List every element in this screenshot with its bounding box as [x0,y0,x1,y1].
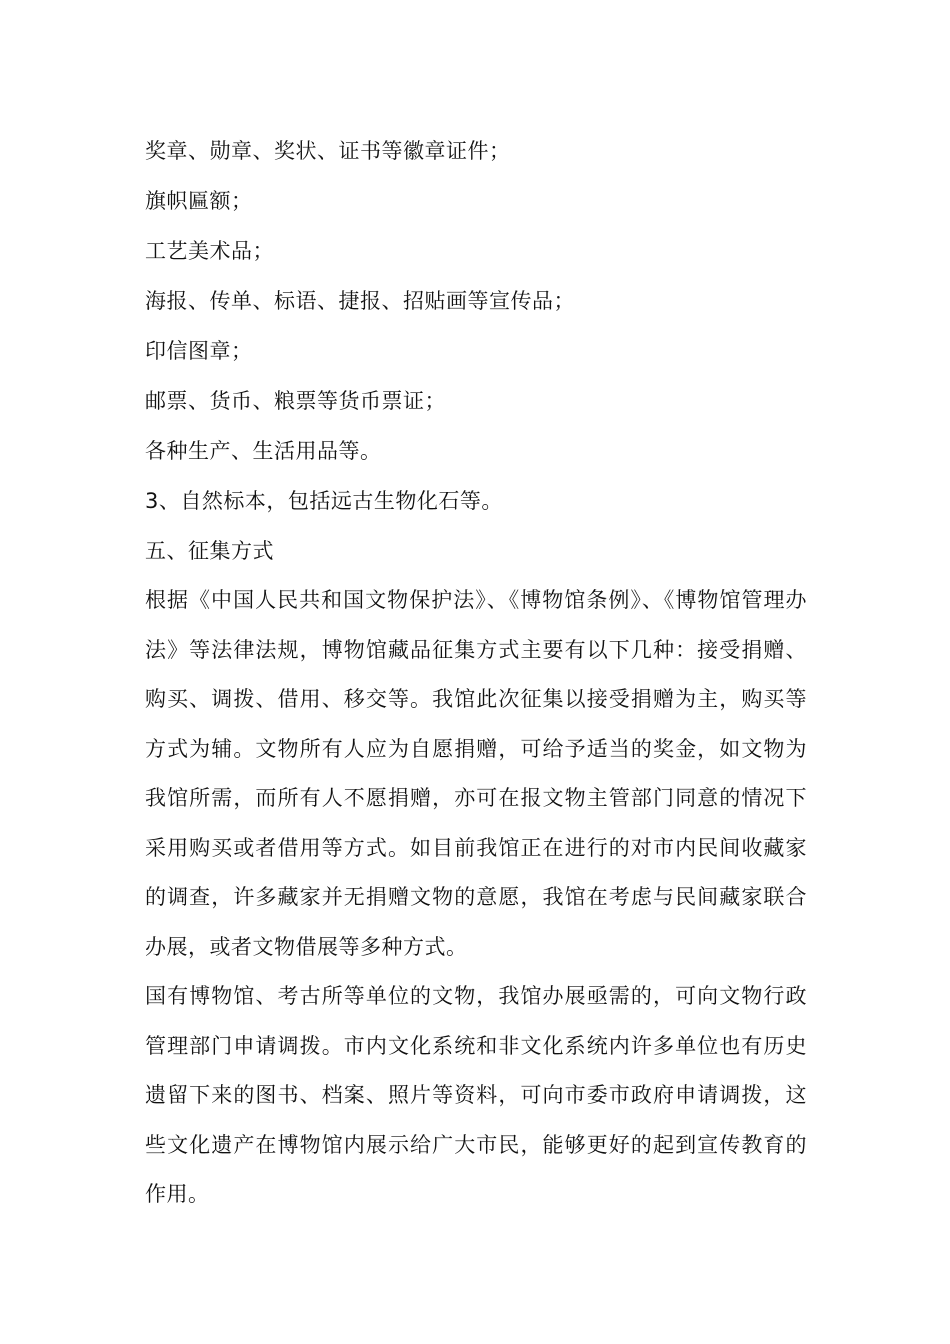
list-item: 印信图章； [145,339,253,363]
list-item: 邮票、货币、粮票等货币票证； [145,389,446,413]
list-item: 奖章、勋章、奖状、证书等徽章证件； [145,139,511,163]
document-body [145,126,807,1220]
body-paragraph: 根据《中国人民共和国文物保护法》、《博物馆条例》、《博物馆管理办法》等法律法规，博物馆藏品征集方式主要有以下几种：接受捐赠、购买、调拨、借用、移交等。我馆此次征集以接受捐赠为主，购买等方式为辅。文物所有人应为自愿捐赠，可给予适当的奖金，如文物为我馆所需，而所有人不愿捐赠，亦可在报文物主管部门同意的情况下采用购买或者借用等方式。如目前我馆正在进行的对市内民间收藏家的调查，许多藏家并无捐赠文物的意愿，我馆在考虑与民间藏家联合办展，或者文物借展等多种方式。 [145,588,807,959]
section-heading: 五、征集方式 [145,539,274,563]
list-item: 各种生产、生活用品等。 [145,439,382,463]
body-paragraph: 国有博物馆、考古所等单位的文物，我馆办展亟需的，可向文物行政管理部门申请调拨。市内文化系统和非文化系统内许多单位也有历史遗留下来的图书、档案、照片等资料，可向市委市政府申请调拨，这些文化遗产在博物馆内展示给广大市民，能够更好的起到宣传教育的作用。 [145,984,807,1206]
list-item: 海报、传单、标语、捷报、招贴画等宣传品； [145,289,575,313]
list-item: 3、自然标本，包括远古生物化石等。 [145,489,503,513]
list-item: 旗帜匾额； [145,189,253,213]
list-item: 工艺美术品； [145,239,274,263]
